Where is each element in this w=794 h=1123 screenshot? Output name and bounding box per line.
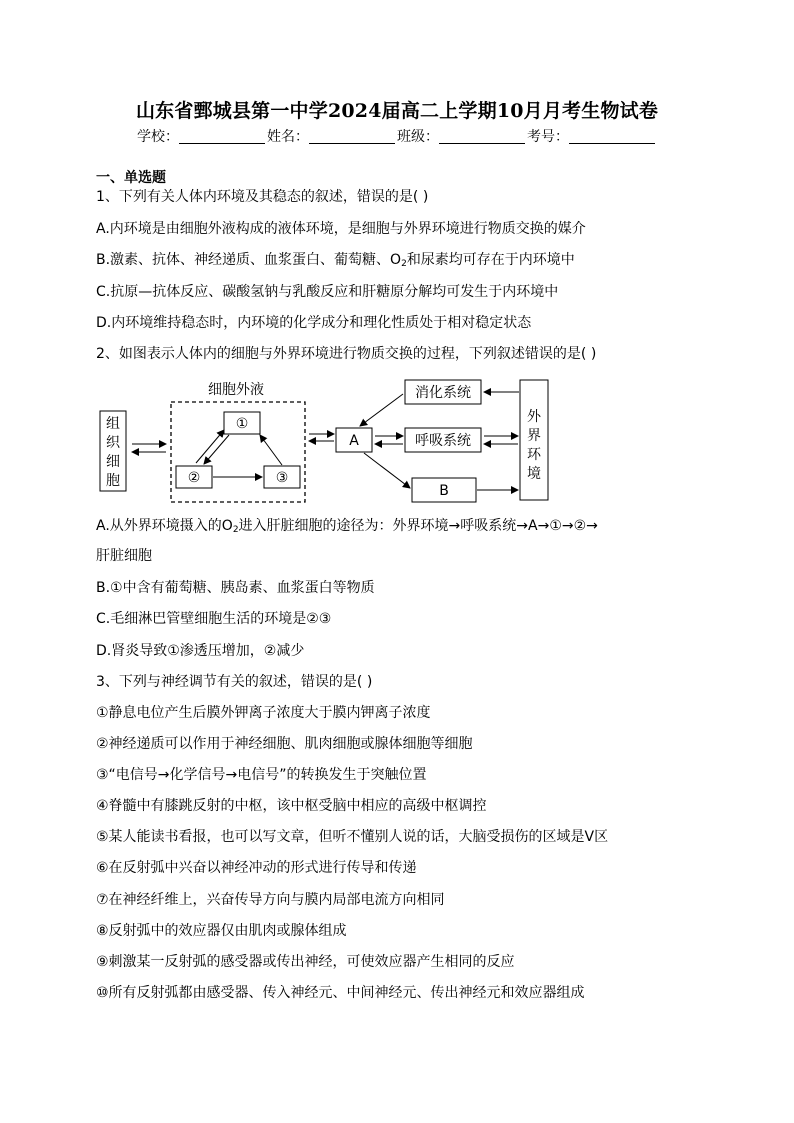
tissue-cell-char-4: 胞: [106, 473, 120, 489]
school-blank[interactable]: [179, 129, 265, 144]
student-info-row: [0, 126, 794, 146]
q3-statement: ⑤某人能读书看报，也可以写文章，但听不懂别人说的话，大脑受损伤的区域是V区: [96, 829, 609, 845]
arrow-3-to-1: [260, 435, 282, 465]
q2-option-b: B.①中含有葡萄糖、胰岛素、血浆蛋白等物质: [96, 580, 375, 596]
q2-stem: 2、如图表示人体内的细胞与外界环境进行物质交换的过程，下列叙述错误的是( ): [96, 346, 597, 362]
q3-statement: ③“电信号→化学信号→电信号”的转换发生于突触位置: [96, 767, 427, 783]
q1-option-a: A.内环境是由细胞外液构成的液体环境，是细胞与外界环境进行物质交换的媒介: [96, 221, 586, 237]
tissue-cell-char-3: 细: [106, 454, 120, 470]
q3-statement: ②神经递质可以作用于神经细胞、肌肉细胞或腺体细胞等细胞: [96, 736, 473, 752]
q3-statement: ⑧反射弧中的效应器仅由肌肉或腺体组成: [96, 923, 347, 939]
arrow-2-to-1: [196, 430, 224, 463]
class-label: 班级：: [397, 129, 439, 145]
q3-statement: ⑨刺激某一反射弧的感受器或传出神经，可使效应器产生相同的反应: [96, 954, 515, 970]
tissue-cell-char-1: 组: [106, 416, 120, 432]
q2-option-a-text-end: 进入肝脏细胞的途径为：外界环境→呼吸系统→A→①→②→: [238, 518, 598, 534]
q2-option-a: [96, 516, 598, 540]
q3-statement: ④脊髓中有膝跳反射的中枢，该中枢受脑中相应的高级中枢调控: [96, 798, 487, 814]
q3-stem: 3、下列与神经调节有关的叙述，错误的是( ): [96, 674, 373, 690]
exam-no-blank[interactable]: [569, 129, 655, 144]
external-char-3: 环: [527, 447, 541, 463]
q3-statement: ①静息电位产生后膜外钾离子浓度大于膜内钾离子浓度: [96, 705, 431, 721]
q3-statement: ⑩所有反射弧都由感受器、传入神经元、中间神经元、传出神经元和效应器组成: [96, 985, 585, 1001]
q2-option-a-text: A.从外界环境摄入的O: [96, 518, 233, 534]
node-b-label: B: [439, 483, 449, 499]
q2-option-d: D.肾炎导致①渗透压增加，②减少: [96, 643, 305, 659]
arrow-a-to-b: [364, 453, 410, 488]
extracellular-fluid-label: 细胞外液: [208, 382, 264, 398]
q2-option-c: C.毛细淋巴管壁细胞生活的环境是②③: [96, 611, 332, 627]
q1-option-d: D.内环境维持稳态时，内环境的化学成分和理化性质处于相对稳定状态: [96, 315, 532, 331]
name-label: 姓名：: [267, 129, 309, 145]
respiratory-system-label: 呼吸系统: [415, 433, 471, 449]
name-blank[interactable]: [309, 129, 395, 144]
q1-option-b-text-end: 和尿素均可存在于内环境中: [406, 252, 575, 268]
exam-title: 山东省鄄城县第一中学2024届高二上学期10月月考生物试卷: [135, 100, 659, 122]
node-2-label: ②: [187, 470, 201, 486]
q2-option-a-subscript: 2: [232, 525, 239, 535]
tissue-cell-char-2: 织: [106, 435, 120, 451]
class-blank[interactable]: [439, 129, 525, 144]
arrow-digestive-to-a: [360, 394, 403, 426]
exchange-diagram: [96, 378, 556, 506]
node-a-label: A: [349, 433, 359, 449]
external-char-2: 界: [527, 428, 541, 444]
q1-stem: 1、下列有关人体内环境及其稳态的叙述，错误的是( ): [96, 189, 429, 205]
digestive-system-label: 消化系统: [415, 385, 471, 401]
q1-option-b-text: B.激素、抗体、神经递质、血浆蛋白、葡萄糖、O: [96, 252, 402, 268]
q3-statement: ⑦在神经纤维上，兴奋传导方向与膜内局部电流方向相同: [96, 892, 445, 908]
school-label: 学校：: [137, 129, 179, 145]
external-char-4: 境: [527, 466, 541, 482]
exam-no-label: 考号：: [527, 129, 569, 145]
q3-statement: ⑥在反射弧中兴奋以神经冲动的形式进行传导和传递: [96, 860, 417, 876]
q1-option-b: [96, 250, 575, 274]
section-heading: 一、单选题: [96, 170, 166, 186]
node-1-label: ①: [235, 416, 249, 432]
external-char-1: 外: [527, 409, 541, 425]
q2-option-a-continued: 肝脏细胞: [96, 548, 152, 564]
q1-option-b-subscript: 2: [401, 259, 407, 269]
node-3-label: ③: [275, 470, 289, 486]
q1-option-c: C.抗原—抗体反应、碳酸氢钠与乳酸反应和肝糖原分解均可发生于内环境中: [96, 284, 559, 300]
